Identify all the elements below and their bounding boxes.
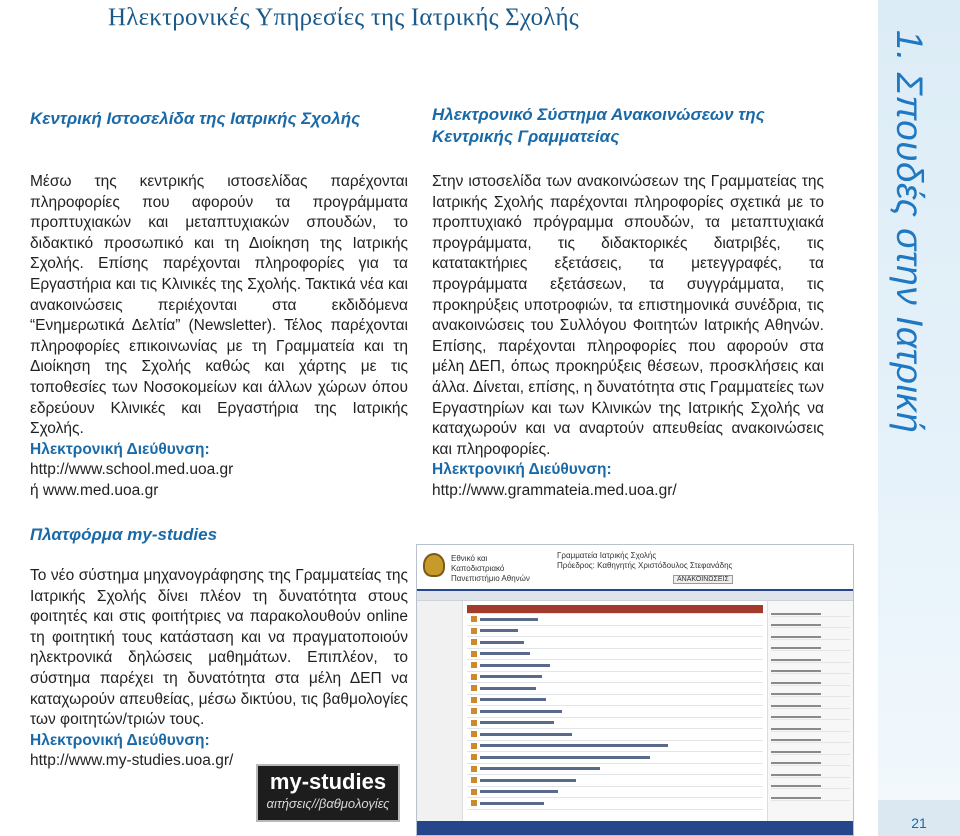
announcements-section <box>432 172 824 502</box>
mystudies-address-label: Ηλεκτρονική Διεύθυνση: <box>30 731 210 749</box>
website-text: Μέσω της κεντρικής ιστοσελίδας παρέχονται πληροφορίες που αφορούν τα προγράμματα προπτυχιακών και μεταπτυχιακών σπουδών, το διδακτικό προσωπικό και τη Διοίκηση της Ιατρικής Σχολής. Επίσης παρέχονται πληροφορίες για τα Εργαστήρια και τις Κλινικές της Σχολής. Τακτικά νέα και ανακοινώσεις περιέχονται στα εκδιδόμενα “Ενημερωτικά Δελτία” (Newsletter). Τέλος παρέχονται πληροφορίες επικοινωνίας με τη Γραμματεία και τη Διοίκηση της Σχολής καθώς και χάρτης με τις τοποθεσίες των Νοσοκομείων και άλλων χώρων όπου εδρεύουν Κλινικές και Εργαστήρια της Ιατρικής Σχολής. <box>30 173 408 438</box>
website-section <box>30 172 408 502</box>
website-url-link[interactable]: http://www.school.med.uoa.gr <box>30 461 234 479</box>
announcements-url-link[interactable]: http://www.grammateia.med.uoa.gr/ <box>432 481 677 499</box>
screenshot-header <box>417 545 853 591</box>
screenshot-list-item <box>467 626 763 638</box>
mystudies-logo-sub: αιτήσεις//βαθμολογίες <box>266 796 390 811</box>
announcements-site-screenshot <box>416 544 854 836</box>
announcements-text: Στην ιστοσελίδα των ανακοινώσεων της Γραμματείας της Ιατρικής Σχολής παρέχονται πληροφορίες σχετικά με το προπτυχιακό πρόγραμμα σπουδών, τα μεταπτυχιακά προγράμματα, τις διδακτορικές διατριβές, τις κατατακτήριες εξετάσεις, τα μετεγγραφές, τα προγράμματα εξετάσεων, τα συγγράμματα, τις προκηρύξεις υποτροφιών, τα επιστημονικά συνέδρια, τις ανακοινώσεις του Συλλόγου Φοιτητών Ιατρικής Αθηνών. Επίσης, παρέχονται πληροφορίες που αφορούν στα μέλη ΔΕΠ, όπως προκηρύξεις θέσεων, προσκλήσεις και άλλα. Δίνεται, επίσης, η δυνατότητα στις Γραμματείες των Εργαστηρίων και των Κλινικών της Ιατρικής Σχολής να καταχωρούν και να αναρτούν απευθείας ανακοινώσεις και πληροφορίες. <box>432 173 824 458</box>
mystudies-logo <box>256 764 400 822</box>
screenshot-list-header <box>467 605 763 614</box>
announcements-address-label: Ηλεκτρονική Διεύθυνση: <box>432 461 612 479</box>
website-address-label: Ηλεκτρονική Διεύθυνση: <box>30 440 210 458</box>
screenshot-left-panel <box>417 601 463 821</box>
screenshot-list-item <box>467 649 763 661</box>
page-title: Ηλεκτρονικές Υπηρεσίες της Ιατρικής Σχολής <box>108 4 579 31</box>
screenshot-announcements-button: ΑΝΑΚΟΙΝΩΣΕΙΣ <box>673 575 733 584</box>
website-url-alt-link[interactable]: ή www.med.uoa.gr <box>30 481 159 499</box>
screenshot-list-item <box>467 752 763 764</box>
screenshot-list-item <box>467 672 763 684</box>
chapter-title: 1. Σπουδές στην Ιατρική <box>889 30 930 434</box>
screenshot-list-item <box>467 775 763 787</box>
screenshot-list-item <box>467 729 763 741</box>
screenshot-list-item <box>467 695 763 707</box>
screenshot-list-item <box>467 787 763 799</box>
screenshot-list-item <box>467 764 763 776</box>
screenshot-list-item <box>467 637 763 649</box>
screenshot-list-item <box>467 614 763 626</box>
website-heading: Κεντρική Ιστοσελίδα της Ιατρικής Σχολής <box>30 109 361 128</box>
mystudies-url-link[interactable]: http://www.my-studies.uoa.gr/ <box>30 752 234 770</box>
announcements-heading: Ηλεκτρονικό Σύστημα Ανακοινώσεων της Κεντρικής Γραμματείας <box>432 105 765 146</box>
screenshot-list-item <box>467 718 763 730</box>
mystudies-text: Το νέο σύστημα μηχανογράφησης της Γραμματείας της Ιατρικής Σχολής δίνει πλέον τη δυνατότητα στους φοιτητές και στις φοιτήτριες να παρακολουθούν online τη φοιτητική τους κατάσταση και να πραγματοποιούν ηλεκτρονικά δηλώσεις μαθημάτων. Επιπλέον, το σύστημα παρέχει τη δυνατότητα στα μέλη ΔΕΠ να καταχωρούν απευθείας, μέσω δικτύου, τις βαθμολογίες των φοιτητών/τριών τους. <box>30 567 408 729</box>
screenshot-footer <box>417 821 853 835</box>
screenshot-list-item <box>467 798 763 810</box>
screenshot-list-item <box>467 683 763 695</box>
mystudies-section <box>30 566 408 772</box>
screenshot-toolbar <box>417 591 853 601</box>
university-crest-icon <box>423 553 445 577</box>
page-number: 21 <box>878 800 960 836</box>
screenshot-school <box>557 551 732 571</box>
screenshot-dates <box>767 601 853 821</box>
screenshot-school-line2: Πρόεδρος: Καθηγητής Χριστόδουλος Στεφανάδης <box>557 561 733 570</box>
screenshot-list-item <box>467 741 763 753</box>
screenshot-list-item <box>467 660 763 672</box>
mystudies-logo-main: my-studies <box>269 769 387 794</box>
screenshot-university: Εθνικό και Καποδιστριακό Πανεπιστήμιο Αθηνών <box>451 554 530 583</box>
screenshot-content <box>417 601 853 821</box>
screenshot-list-item <box>467 706 763 718</box>
screenshot-list <box>463 601 767 821</box>
screenshot-school-line1: Γραμματεία Ιατρικής Σχολής <box>557 551 657 560</box>
mystudies-heading: Πλατφόρμα my-studies <box>30 525 218 544</box>
